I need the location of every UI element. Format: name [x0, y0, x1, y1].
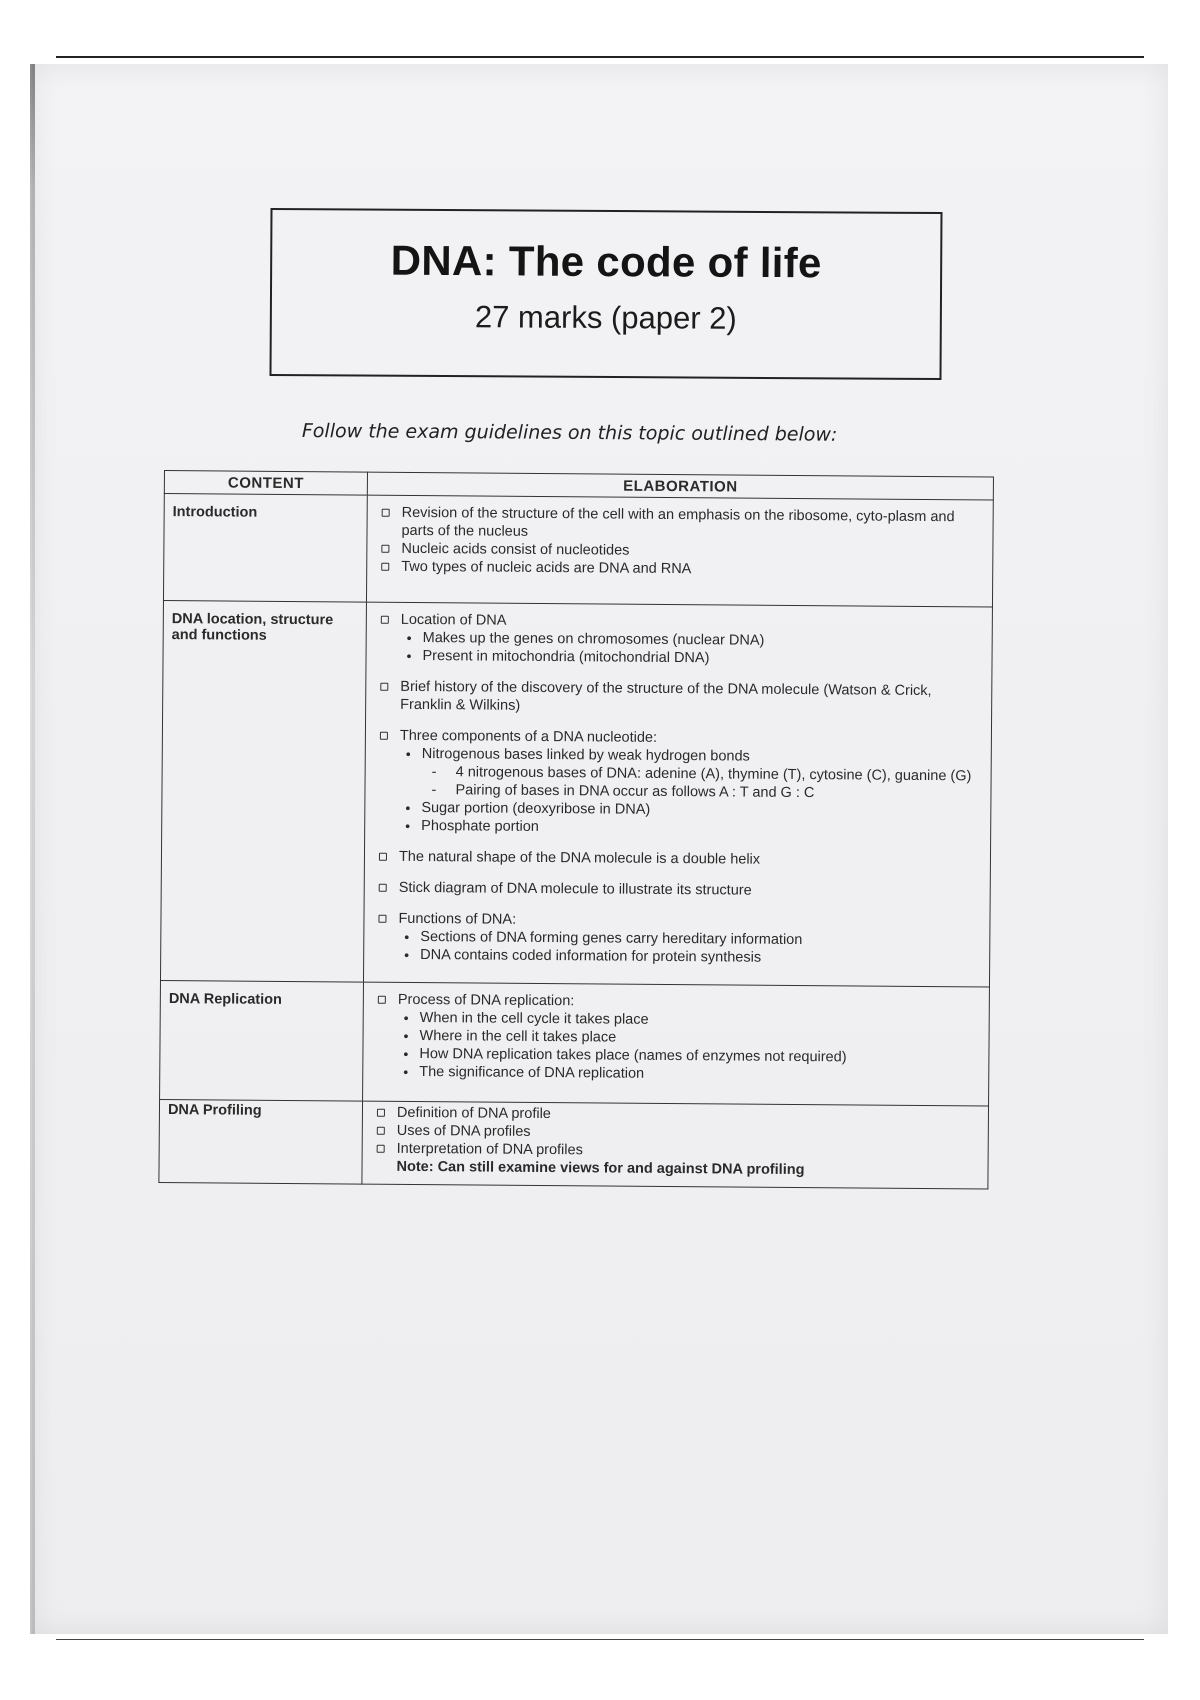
table-row — [159, 1099, 989, 1189]
bullet-item: • Where in the cell it takes place — [403, 1027, 617, 1046]
sub-bullet-item: - Pairing of bases in DNA occur as follows A : T and G : C — [431, 782, 815, 802]
bullet-item: • Makes up the genes on chromosomes (nuclear DNA) — [406, 629, 765, 649]
bullet-item: • The significance of DNA replication — [403, 1063, 645, 1082]
header-elaboration: ELABORATION — [367, 472, 993, 500]
row-topic: DNA Profiling — [159, 1099, 363, 1184]
guidelines-table — [158, 470, 994, 1189]
list-item: Definition of DNA profile — [373, 1104, 980, 1127]
row-elaboration — [363, 602, 992, 987]
checkbox-square-icon — [378, 996, 386, 1004]
guidelines-table-wrap — [158, 470, 994, 1189]
header-content: CONTENT — [164, 471, 367, 496]
title-box — [269, 208, 942, 380]
sub-bullet-item: - 4 nitrogenous bases of DNA: adenine (A), thymine (T), cytosine (C), guanine (G) — [431, 764, 972, 785]
list-item: Nucleic acids consist of nucleotides — [377, 540, 984, 563]
bullet-item: • Sugar portion (deoxyribose in DNA) — [405, 799, 651, 818]
bullet-item: • Phosphate portion — [405, 817, 539, 835]
row-topic: DNA Replication — [160, 980, 364, 1101]
checkbox-square-icon — [381, 545, 389, 553]
bullet-item: • Nitrogenous bases linked by weak hydrogen bonds — [405, 745, 750, 765]
checkbox-square-icon — [379, 853, 387, 861]
page-title: DNA: The code of life — [390, 236, 822, 287]
list-item: Brief history of the discovery of the structure of the DNA molecule (Watson & Crick, Franklin & Wilkins) — [376, 678, 983, 719]
top-rule — [56, 56, 1144, 58]
table-row — [160, 980, 990, 1106]
bullet-item: • When in the cell cycle it takes place — [403, 1009, 649, 1028]
table-row — [160, 600, 992, 986]
list-item: Two types of nucleic acids are DNA and RNA — [377, 558, 984, 599]
bottom-rule — [56, 1639, 1144, 1640]
row-topic: Introduction — [163, 494, 367, 603]
bullet-item: • Sections of DNA forming genes carry hereditary information — [404, 928, 803, 949]
list-item: Functions of DNA: — [374, 910, 981, 933]
checkbox-square-icon — [381, 616, 389, 624]
list-item: Stick diagram of DNA molecule to illustrate its structure — [375, 879, 982, 902]
checkbox-square-icon — [377, 1145, 385, 1153]
row-elaboration — [363, 982, 990, 1106]
row-topic: DNA location, structure and functions — [160, 600, 366, 982]
checkbox-square-icon — [380, 683, 388, 691]
bullet-item: • Present in mitochondria (mitochondrial DNA) — [406, 647, 710, 667]
page-subtitle: 27 marks (paper 2) — [474, 299, 737, 336]
list-item: Revision of the structure of the cell with an emphasis on the ribosome, cyto-plasm and parts of the nucleus — [377, 504, 984, 545]
checkbox-square-icon — [379, 884, 387, 892]
list-item: Uses of DNA profiles — [373, 1122, 980, 1145]
list-item: Location of DNA — [377, 611, 984, 634]
bullet-item: • How DNA replication takes place (names of enzymes not required) — [403, 1045, 847, 1066]
list-item: The natural shape of the DNA molecule is a double helix — [375, 848, 982, 871]
checkbox-square-icon — [382, 509, 390, 517]
list-item: Process of DNA replication: — [374, 991, 981, 1014]
bullet-item: • DNA contains coded information for protein synthesis — [404, 946, 762, 966]
list-item: Interpretation of DNA profiles — [373, 1140, 980, 1163]
checkbox-square-icon — [381, 563, 389, 571]
row-elaboration — [366, 495, 993, 607]
checkbox-square-icon — [380, 732, 388, 740]
intro-text: Follow the exam guidelines on this topic outlined below: — [301, 420, 838, 446]
note-text: Note: Can still examine views for and against DNA profiling — [396, 1158, 805, 1179]
checkbox-square-icon — [378, 915, 386, 923]
table-row — [163, 494, 993, 608]
list-item: Three components of a DNA nucleotide: — [376, 727, 983, 750]
row-elaboration — [362, 1101, 989, 1189]
checkbox-square-icon — [377, 1109, 385, 1117]
checkbox-square-icon — [377, 1127, 385, 1135]
